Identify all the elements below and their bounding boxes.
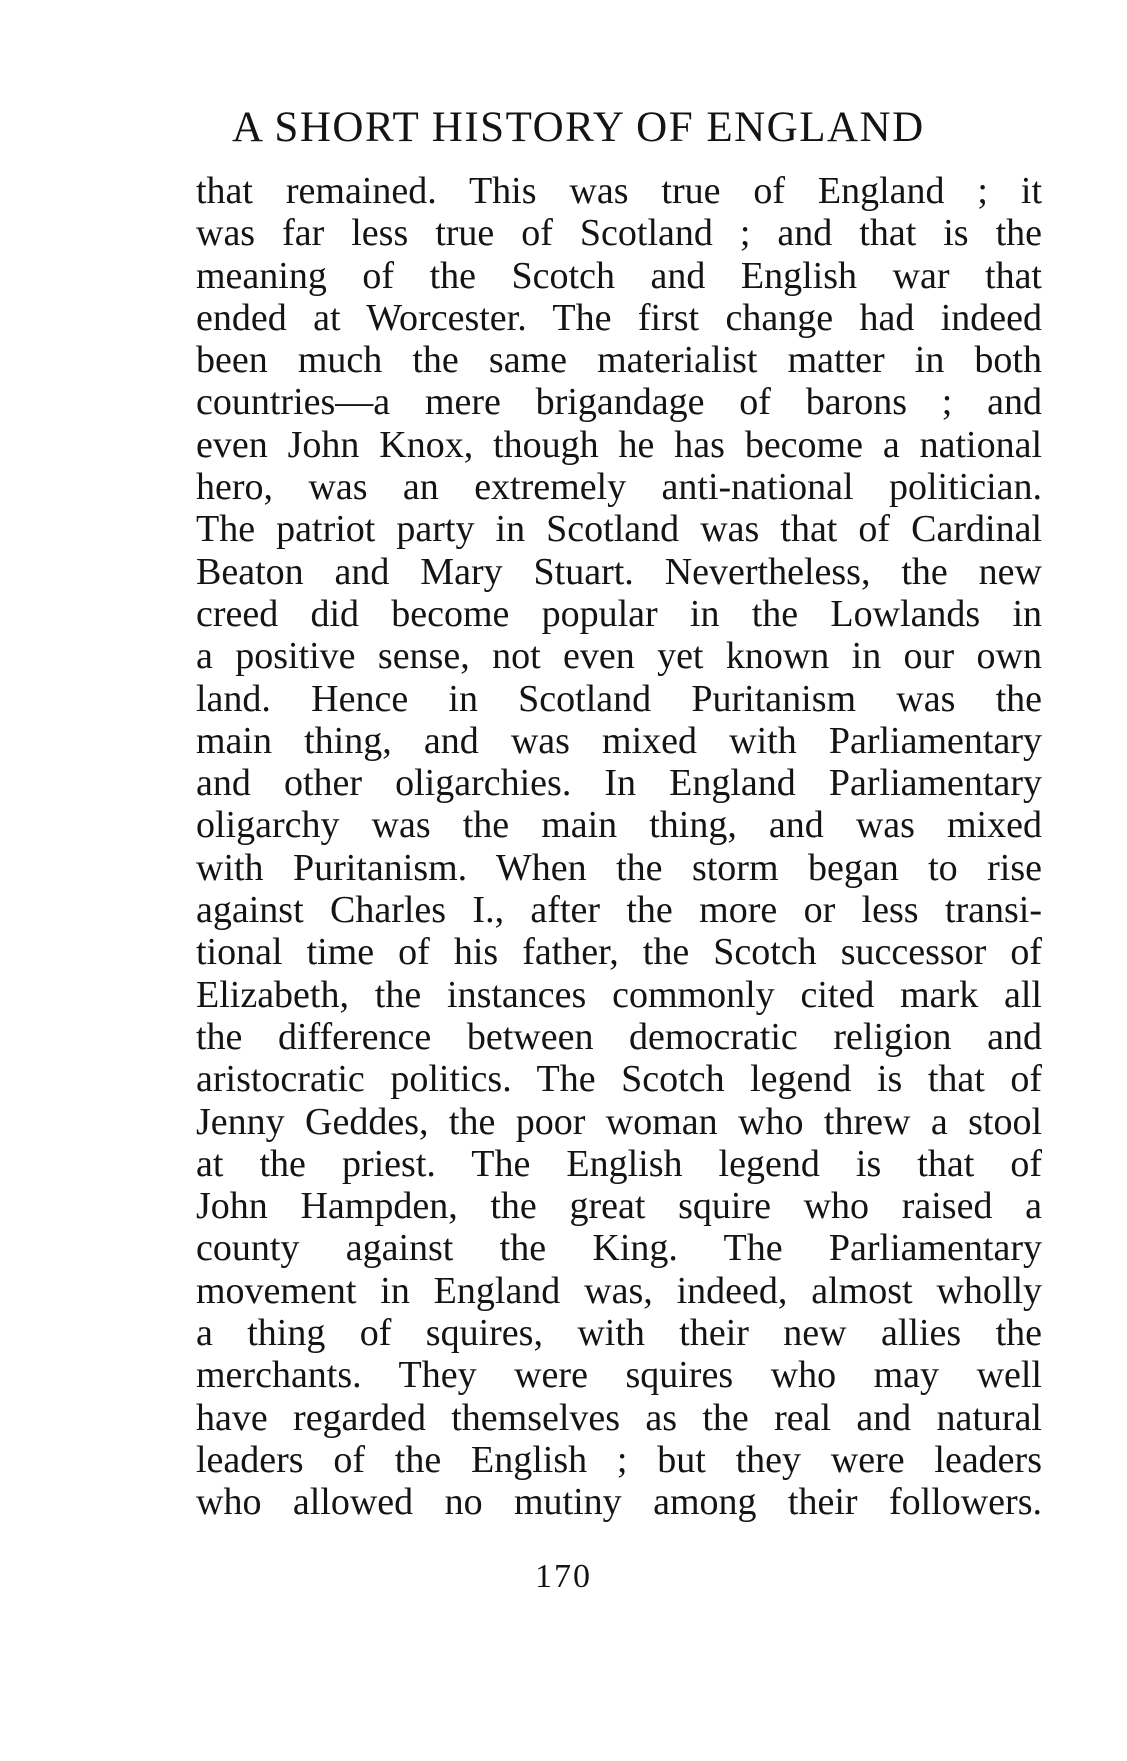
text-line: countries—a mere brigandage of barons ; and [196, 381, 1042, 424]
text-line: against Charles I., after the more or less transi- [196, 889, 1042, 932]
running-head: A SHORT HISTORY OF ENGLAND [232, 104, 925, 151]
text-line: John Hampden, the great squire who raised a [196, 1185, 1042, 1228]
text-line: the difference between democratic religion and [196, 1015, 1042, 1058]
text-line: even John Knox, though he has become a national [196, 423, 1042, 466]
text-line: a thing of squires, with their new allies the [196, 1312, 1042, 1355]
text-line: who allowed no mutiny among their followers. [196, 1481, 1042, 1524]
body-text [196, 170, 1042, 1524]
page-number: 170 [535, 1558, 592, 1595]
text-line: been much the same materialist matter in both [196, 339, 1042, 382]
text-line: county against the King. The Parliamentary [196, 1227, 1042, 1270]
text-line: ended at Worcester. The first change had indeed [196, 296, 1042, 339]
text-line: aristocratic politics. The Scotch legend is that of [196, 1058, 1042, 1101]
text-line: with Puritanism. When the storm began to rise [196, 846, 1042, 889]
text-line: leaders of the English ; but they were leaders [196, 1438, 1042, 1481]
text-line: The patriot party in Scotland was that of Cardinal [196, 508, 1042, 551]
text-line: merchants. They were squires who may well [196, 1354, 1042, 1397]
text-line: Jenny Geddes, the poor woman who threw a stool [196, 1100, 1042, 1143]
text-line: creed did become popular in the Lowlands in [196, 592, 1042, 635]
text-line: hero, was an extremely anti-national politician. [196, 466, 1042, 509]
text-line: have regarded themselves as the real and natural [196, 1396, 1042, 1439]
text-line: main thing, and was mixed with Parliamentary [196, 719, 1042, 762]
text-line: oligarchy was the main thing, and was mixed [196, 804, 1042, 847]
text-line: tional time of his father, the Scotch successor of [196, 931, 1042, 974]
text-line: Beaton and Mary Stuart. Nevertheless, the new [196, 550, 1042, 593]
text-line: land. Hence in Scotland Puritanism was the [196, 677, 1042, 720]
text-line: and other oligarchies. In England Parliamentary [196, 762, 1042, 805]
text-line: was far less true of Scotland ; and that is the [196, 212, 1042, 255]
text-line: Elizabeth, the instances commonly cited mark all [196, 973, 1042, 1016]
text-line: that remained. This was true of England ; it [196, 170, 1042, 212]
text-line: movement in England was, indeed, almost wholly [196, 1269, 1042, 1312]
text-line: a positive sense, not even yet known in our own [196, 635, 1042, 678]
text-line: at the priest. The English legend is that of [196, 1142, 1042, 1185]
text-line: meaning of the Scotch and English war that [196, 254, 1042, 297]
